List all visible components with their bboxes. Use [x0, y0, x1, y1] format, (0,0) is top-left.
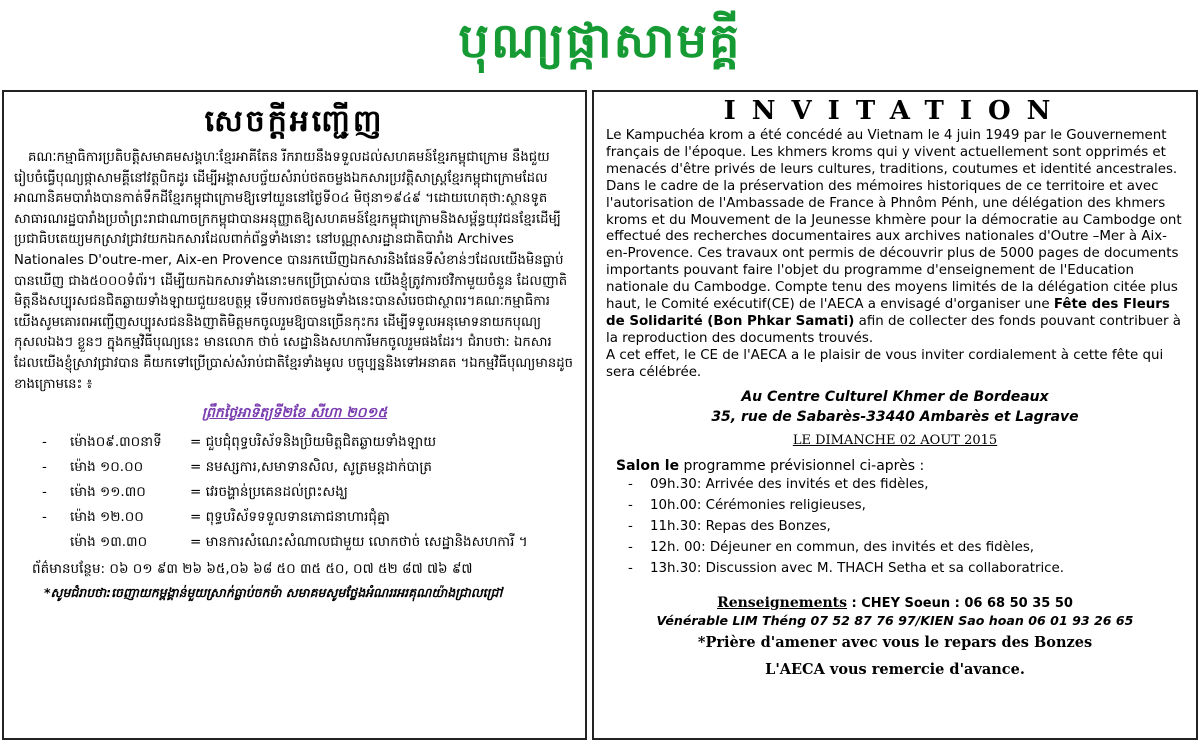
schedule-bullet	[42, 530, 70, 555]
venue-name: Au Centre Culturel Khmer de Bordeaux	[741, 388, 1049, 405]
program-dash: -	[628, 560, 633, 576]
contact-label: Renseignements	[717, 594, 848, 611]
schedule-text: = នមស្សការ,សមាទានសិល, សូត្រមន្តដាក់បាត្រ	[190, 458, 432, 475]
program-text: : Déjeuner en commun, des invités et des fidèles,	[701, 539, 1035, 555]
khmer-heading: សេចក្តីអញ្ជើញ	[204, 104, 385, 139]
program-heading	[594, 458, 1196, 474]
french-invitation-panel	[592, 90, 1198, 740]
schedule-item	[14, 455, 575, 480]
invitation-title: INVITATION	[723, 96, 1067, 126]
invitation-body	[594, 128, 1196, 382]
program-time: 11h.30	[650, 518, 697, 534]
venue-address: 35, rue de Sabarès-33440 Ambarès et Lagrave	[711, 408, 1079, 425]
event-date: LE DIMANCHE 02 AOUT 2015	[792, 432, 998, 448]
schedule-text: = ជួបជុំពុទ្ធបរិស័ទនិងប្រិយមិត្តជិតឆ្ងាយទាំងឡាយ	[190, 433, 437, 450]
invitation-paragraph	[606, 128, 1184, 348]
program-time: 12h. 00	[650, 539, 702, 555]
program-heading-rest: programme prévisionnel ci-après :	[679, 457, 925, 474]
contact-info	[594, 595, 1196, 611]
schedule-time: ម៉ោង ១១.៣០	[70, 483, 146, 500]
schedule-bullet: -	[42, 433, 47, 450]
invitation-text: Le Kampuchéa krom a été concédé au Vietnam le 4 juin 1949 par le Gouvernement français de l'époque. Les khmers kroms qui y vivent actuellement sont opprimés et menacés d'être privés de leurs cultures, traditions, coutumes et identité ancestrales. Dans le cadre de la préservation des mémoires historiques de ce territoire et avec l'autorisation de l'Ambassade de France à Phnôm Pénh, une délégation des khmers kroms et du Mouvement de la Jeunesse khmère pour la démocratie au Cambodge ont effectué des recherches documentaires aux archives nationales d'Outre –Mer à Aix-en-Provence. Ces travaux ont permis de découvrir plus de 5000 pages de documents importants pouvant faire l'objet du programme d'enseignement de l'Education nationale du Cambodge. Compte tenu des moyens limités de la délégation citée plus haut, le Comité exécutif(CE) de l'AECA a envisagé d'organiser une	[606, 128, 1182, 313]
khmer-invitation-panel	[2, 90, 587, 740]
khmer-body	[4, 144, 585, 603]
invitation-text-cont: afin de collecter des fonds pouvant contribuer à la reproduction des documents trouvés.	[606, 313, 1181, 346]
program-item	[594, 495, 1196, 516]
program-item	[594, 516, 1196, 537]
banner	[0, 0, 1200, 82]
program-text: : Discussion avec M. THACH Setha et sa collaboratrice.	[696, 560, 1065, 576]
contact-value: : CHEY Soeun : 06 68 50 35 50	[847, 595, 1073, 611]
invitation-closing: A cet effet, le CE de l'AECA a le plaisir de vous inviter cordialement à cette fête qui sera célébrée.	[606, 347, 1164, 380]
program-dash: -	[628, 518, 633, 534]
festival-name: Fête des Fleurs de Solidarité (Bon Phkar Samati)	[606, 297, 1170, 329]
khmer-contact-line: ព័ត៌មានបន្ថែម: ០៦ ០១ ៩៣ ២៦ ៦៥,០៦ ៦៨ ៥០ ៣៥ ៥០, ០៧ ៥២ ៨៧ ៧៦ ៩៧	[32, 560, 473, 577]
contact-line-2: Vénérable LIM Théng 07 52 87 76 97/KIEN Sao hoan 06 01 93 26 65	[656, 612, 1134, 628]
schedule-item	[14, 530, 575, 555]
program-item	[594, 474, 1196, 495]
program-time: 10h.00	[650, 497, 697, 513]
program-item	[594, 558, 1196, 579]
program-dash: -	[628, 476, 633, 492]
schedule-time: ម៉ោង០៩.៣០នាទី	[70, 433, 162, 450]
request-note: *Prière d'amener avec vous le repars des Bonzes	[697, 633, 1093, 651]
program-time: 09h.30	[650, 476, 697, 492]
schedule-bullet: -	[42, 483, 47, 500]
schedule-text: = ពុទ្ធបរិស័ទទទួលទានភោជនាហារជុំគ្នា	[190, 508, 390, 525]
program-dash: -	[628, 539, 633, 555]
venue-block	[594, 387, 1196, 427]
program-item	[594, 537, 1196, 558]
khmer-date-line: ព្រឹកថ្ងៃអាទិត្យទី២ខែ សីហា ២០១៥	[201, 405, 388, 422]
schedule-text: = មានការសំណេះសំណាលជាមួយ លោកថាច់ សេដ្ឋានិងសហការី ។	[190, 533, 528, 550]
program-time: 13h.30	[650, 560, 697, 576]
schedule-item	[14, 505, 575, 530]
schedule-text: = វេរចង្ហាន់ប្រគេនដល់ព្រះសង្ឃ	[190, 483, 348, 500]
schedule-bullet: -	[42, 458, 47, 475]
schedule-time: ម៉ោង ១២.០០	[70, 508, 144, 525]
program-heading-bold: Salon le	[616, 457, 680, 474]
schedule-item	[14, 430, 575, 455]
program-text: : Cérémonies religieuses,	[696, 497, 866, 513]
program-text: : Arrivée des invités et des fidèles,	[696, 476, 929, 492]
banner-title: បុណ្យផ្កាសាមគ្គី	[458, 13, 742, 69]
schedule-item	[14, 480, 575, 505]
schedule-bullet: -	[42, 508, 47, 525]
schedule-time: ម៉ោង ១០.០០	[70, 458, 144, 475]
khmer-note-line: *សូមជំរាបថា:ចេញាយកម្ពង្គាន់មួយស្រាក់ធ្លាប់ចកម៉ា សមាគមសូមថ្លែងអំណររអរគុណយ៉ាងជ្រាលជ្រៅ	[44, 584, 503, 600]
schedule-time: ម៉ោង ១៣.៣០	[70, 533, 148, 550]
khmer-paragraph: គណៈកម្មាធិការប្រតិបត្តិសមាគមសង្គហៈខ្មែរអាគីតែន រីករាយនឹងទទួលដល់សហគមន៍ខ្មែរកម្ពុជាក្រោម នឹងជួយរៀបចំធ្វើបុណ្យផ្កាសាមគ្គីនៅវត្តបិកដូរ ដើម្បីអង្គាសបច្ច័យសំរាប់ថតចម្លងឯកសារប្រវត្តិសាស្ត្រខ្មែរកម្ពុជាក្រោមដែលអាណានិគមបារាំងបានកាត់ទឹកដីខ្មែរកម្ពុជាក្រោមឱ្យទៅយួននៅថ្ងៃទី០៤ មិថុនា១៩៤៩ ។ដោយហេតុថា:ស្ថានទូតសាធារណរដ្ឋបារាំងប្រចាំព្រះរាជាណាចក្រកម្ពុជាបានអនុញ្ញាតឱ្យសហគមន៍ខ្មែរកម្ពុជាក្រោមនិងសម្ព័ន្ធយុវជនខ្មែរដើម្បីប្រជាធិបតេយ្យមកស្រាវជ្រាវយកឯកសារដែលពាក់ព័ន្ធទាំងនោះ នៅបណ្ណាសារដ្ឋានជាតិបារាំង Archives Nationales D'outre-mer, Aix-en Provence បានរកឃើញឯកសារនិងផែនទីសំខាន់ៗដែលយើងមិនធ្លាប់បានឃើញ ជាង៥០០០ទំព័រ។ ដើម្បីយកឯកសារទាំងនោះមកប្រើប្រាស់បាន យើងខ្ញុំត្រូវការថវិកាមួយចំនួន ដែលញាតិមិត្តនឹងសប្បុរសជនជិតឆ្ងាយទាំងឡាយជួយឧបត្ថម្ភ ទើបការថតចម្លងទាំងនេះបានសំរេចជាស្ថាពរ។គណៈកម្មាធិការយើងសូមគោរពអញ្ជើញសប្បុរសជននិងញាតិមិត្តមកចូលរួមឱ្យបានច្រើនកុះករ ដើម្បីទទួលអនុមោទនាយកបុណ្យកុសលឯងៗ ខ្លួនៗ ក្នុងកម្មវិធីបុណ្យនេះ មានលោក ថាច់ សេដ្ឋានិងសហការីមកចូលរួមផងដែរ។ ជំរាបថា: ឯកសារដែលយើងខ្ញុំស្រាវជ្រាវបាន គឺយកទៅប្រើប្រាស់សំរាប់ជាតិខ្មែរទាំងមូល បច្ចុប្បន្ននិងទៅអនាគត ។ឯកម្មវិធីបុណ្យមានដូចខាងក្រោមនេះ ៖	[14, 150, 574, 392]
program-text: : Repas des Bonzes,	[696, 518, 831, 534]
thanks-note: L'AECA vous remercie d'avance.	[765, 660, 1025, 678]
program-dash: -	[628, 497, 633, 513]
